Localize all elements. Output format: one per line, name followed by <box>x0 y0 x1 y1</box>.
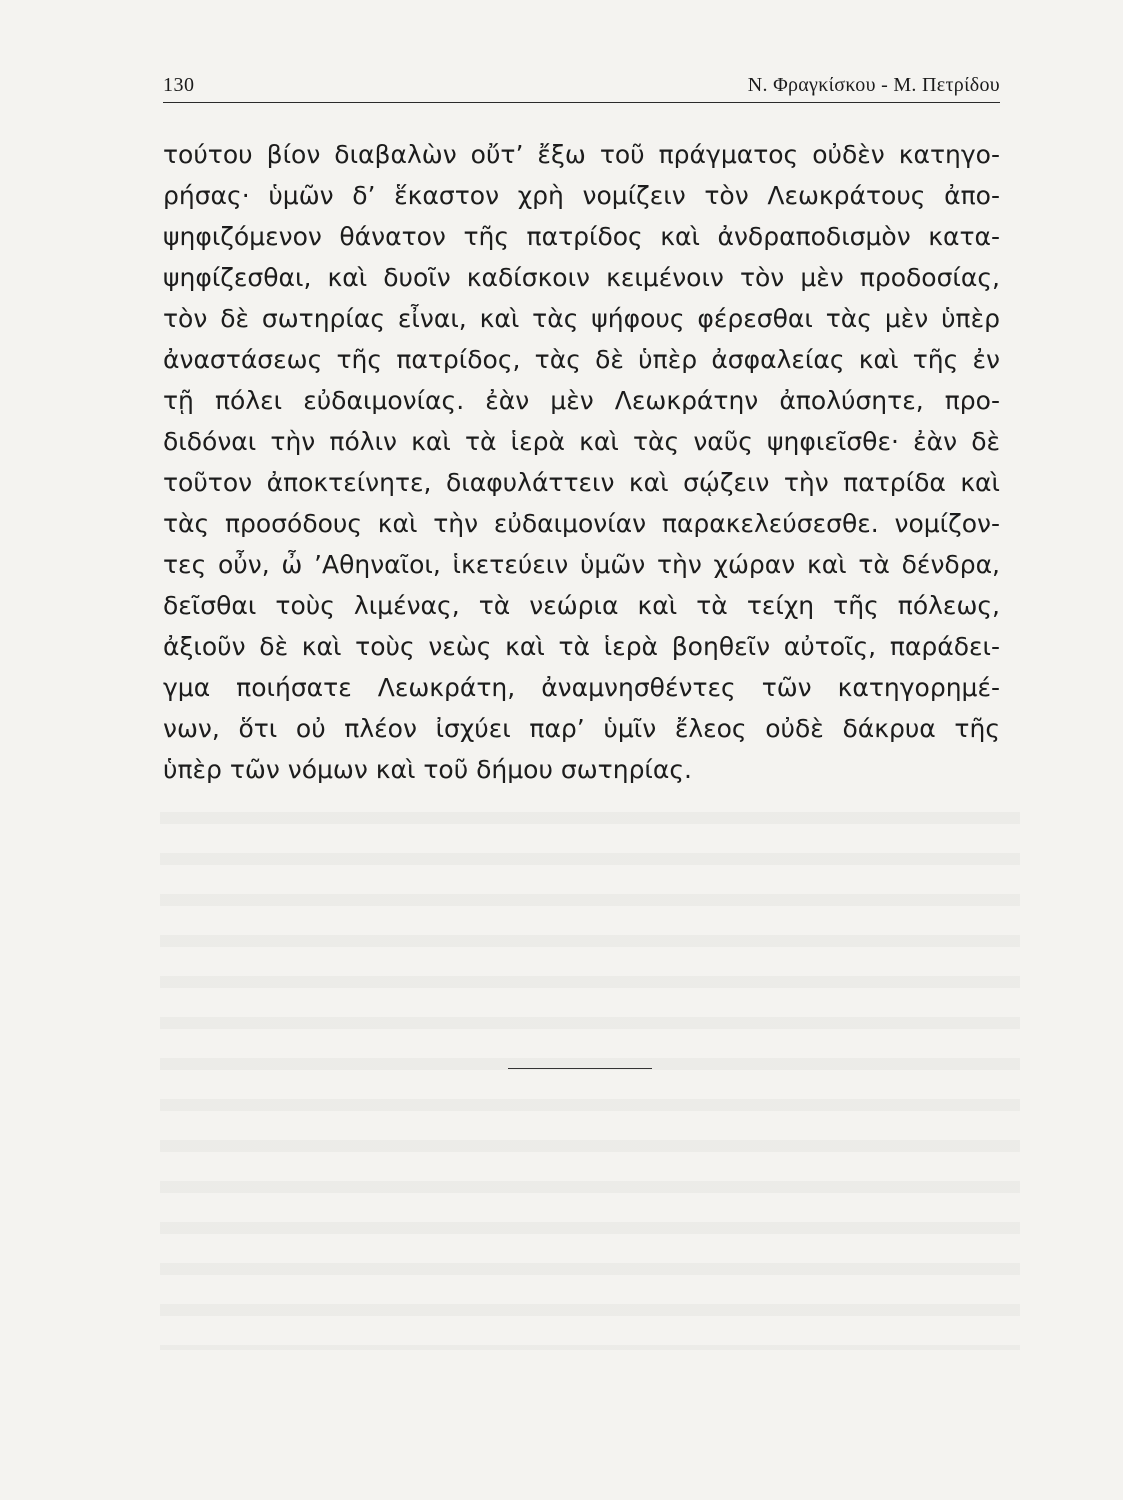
text-line: δεῖσθαι τοὺς λιμένας, τὰ νεώρια καὶ τὰ τείχη τῆς πόλεως, <box>163 591 1000 620</box>
bleed-through-shadow <box>160 790 1020 1350</box>
text-line: τοῦτον ἀποκτείνητε, διαφυλάττειν καὶ σῴζειν τὴν πατρίδα καὶ <box>163 468 1000 497</box>
text-line: ψηφιζόμενον θάνατον τῆς πατρίδος καὶ ἀνδραποδισμὸν κατα- <box>163 222 1000 251</box>
text-line: τὸν δὲ σωτηρίας εἶναι, καὶ τὰς ψήφους φέρεσθαι τὰς μὲν ὑπὲρ <box>163 304 1000 333</box>
page-header <box>163 70 1000 103</box>
text-line: ἀναστάσεως τῆς πατρίδος, τὰς δὲ ὑπὲρ ἀσφαλείας καὶ τῆς ἐν <box>163 345 1000 374</box>
text-line: ἀξιοῦν δὲ καὶ τοὺς νεὼς καὶ τὰ ἱερὰ βοηθεῖν αὐτοῖς, παράδει- <box>163 632 1000 661</box>
text-line: τὰς προσόδους καὶ τὴν εὐδαιμονίαν παρακελεύσεσθε. νομίζον- <box>163 509 1000 538</box>
page-number: 130 <box>163 74 195 96</box>
greek-text-block <box>163 134 1000 790</box>
text-line: τες οὖν, ὦ ’Αθηναῖοι, ἱκετεύειν ὑμῶν τὴν χώραν καὶ τὰ δένδρα, <box>163 550 1000 579</box>
section-divider <box>508 1068 652 1069</box>
text-line: νων, ὅτι οὐ πλέον ἰσχύει παρ’ ὑμῖν ἔλεος οὐδὲ δάκρυα τῆς <box>163 714 1000 743</box>
text-line: ψηφίζεσθαι, καὶ δυοῖν καδίσκοιν κειμένοιν τὸν μὲν προδοσίας, <box>163 263 1000 292</box>
running-head: Ν. Φραγκίσκου - Μ. Πετρίδου <box>747 74 1000 96</box>
text-line: διδόναι τὴν πόλιν καὶ τὰ ἱερὰ καὶ τὰς ναῦς ψηφιεῖσθε· ἐὰν δὲ <box>163 427 1000 456</box>
text-line: τούτου βίον διαβαλὼν οὔτ’ ἔξω τοῦ πράγματος οὐδὲν κατηγο- <box>163 140 1000 169</box>
text-line: τῇ πόλει εὐδαιμονίας. ἐὰν μὲν Λεωκράτην ἀπολύσητε, προ- <box>163 386 1000 415</box>
text-line: γμα ποιήσατε Λεωκράτη, ἀναμνησθέντες τῶν κατηγορημέ- <box>163 673 1000 702</box>
text-line-last: ὑπὲρ τῶν νόμων καὶ τοῦ δήμου σωτηρίας. <box>163 755 692 784</box>
text-line: ρήσας· ὑμῶν δ’ ἕκαστον χρὴ νομίζειν τὸν Λεωκράτους ἀπο- <box>163 181 1000 210</box>
